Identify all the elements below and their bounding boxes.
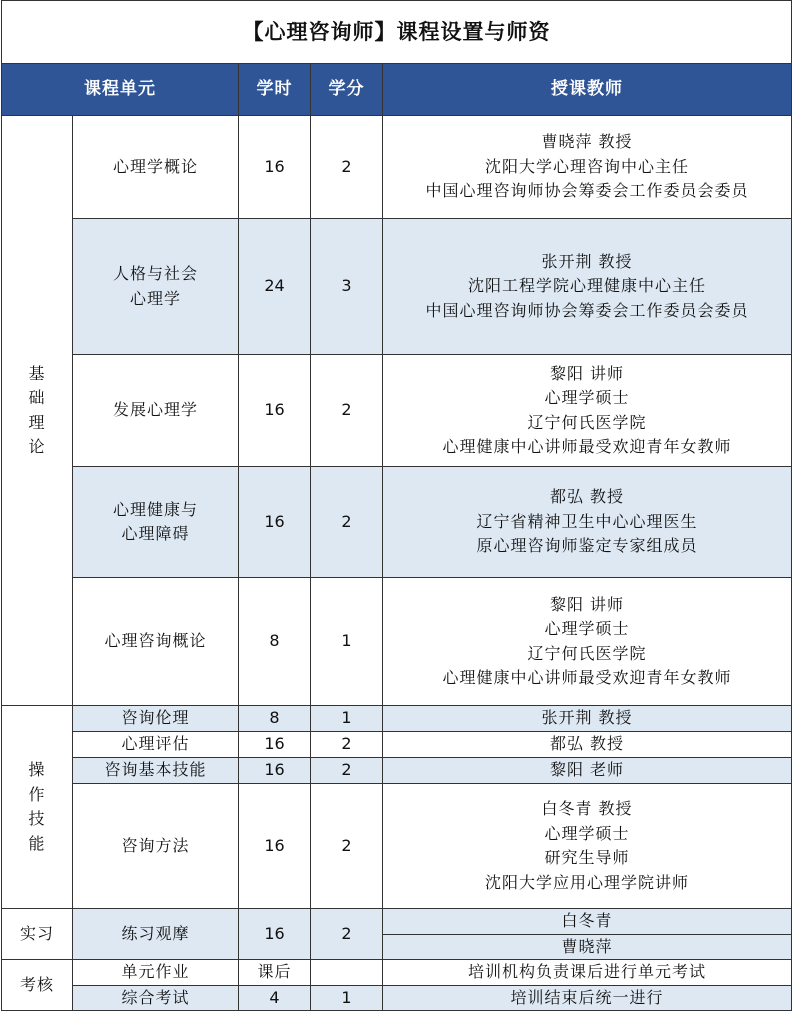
teacher-cell: 白冬青 教授 心理学硕士 研究生导师 沈阳大学应用心理学院讲师 (383, 784, 792, 909)
section-operation-skills: 操 作 技 能 (2, 706, 73, 909)
credits-value: 2 (311, 732, 383, 758)
credits-value: 1 (311, 985, 383, 1011)
teacher-cell: 白冬青 (383, 909, 792, 935)
header-teacher: 授课教师 (383, 64, 792, 116)
credits-value: 3 (311, 219, 383, 355)
teacher-cell: 黎阳 讲师 心理学硕士 辽宁何氏医学院 心理健康中心讲师最受欢迎青年女教师 (383, 355, 792, 467)
course-name: 咨询方法 (73, 784, 239, 909)
teacher-cell: 黎阳 老师 (383, 758, 792, 784)
teacher-cell: 张开荆 教授 (383, 706, 792, 732)
course-name: 心理学概论 (73, 116, 239, 219)
teacher-cell: 都弘 教授 (383, 732, 792, 758)
teacher-cell: 张开荆 教授 沈阳工程学院心理健康中心主任 中国心理咨询师协会筹委会工作委员会委员 (383, 219, 792, 355)
credits-value: 2 (311, 909, 383, 960)
course-name: 心理健康与 心理障碍 (73, 467, 239, 578)
header-unit: 课程单元 (2, 64, 239, 116)
header-credits: 学分 (311, 64, 383, 116)
teacher-cell: 培训结束后统一进行 (383, 985, 792, 1011)
credits-value (311, 960, 383, 986)
credits-value: 2 (311, 467, 383, 578)
section-basic-theory: 基 础 理 论 (2, 116, 73, 706)
course-name: 咨询基本技能 (73, 758, 239, 784)
teacher-cell: 曹晓萍 教授 沈阳大学心理咨询中心主任 中国心理咨询师协会筹委会工作委员会委员 (383, 116, 792, 219)
hours-value: 24 (239, 219, 311, 355)
course-name: 单元作业 (73, 960, 239, 986)
section-exam: 考核 (2, 960, 73, 1011)
teacher-cell: 黎阳 讲师 心理学硕士 辽宁何氏医学院 心理健康中心讲师最受欢迎青年女教师 (383, 578, 792, 706)
credits-value: 2 (311, 355, 383, 467)
hours-value: 课后 (239, 960, 311, 986)
hours-value: 16 (239, 355, 311, 467)
hours-value: 16 (239, 758, 311, 784)
hours-value: 8 (239, 706, 311, 732)
course-name: 综合考试 (73, 985, 239, 1011)
course-name: 人格与社会 心理学 (73, 219, 239, 355)
section-practice: 实习 (2, 909, 73, 960)
course-name: 心理咨询概论 (73, 578, 239, 706)
hours-value: 16 (239, 116, 311, 219)
course-table (1, 0, 792, 1011)
credits-value: 2 (311, 758, 383, 784)
hours-value: 16 (239, 732, 311, 758)
hours-value: 16 (239, 467, 311, 578)
course-name: 咨询伦理 (73, 706, 239, 732)
hours-value: 8 (239, 578, 311, 706)
course-name: 心理评估 (73, 732, 239, 758)
credits-value: 2 (311, 784, 383, 909)
header-hours: 学时 (239, 64, 311, 116)
page-title: 【心理咨询师】课程设置与师资 (2, 1, 792, 64)
teacher-cell: 都弘 教授 辽宁省精神卫生中心心理医生 原心理咨询师鉴定专家组成员 (383, 467, 792, 578)
credits-value: 1 (311, 706, 383, 732)
credits-value: 1 (311, 578, 383, 706)
hours-value: 16 (239, 909, 311, 960)
teacher-cell: 曹晓萍 (383, 934, 792, 960)
credits-value: 2 (311, 116, 383, 219)
hours-value: 16 (239, 784, 311, 909)
hours-value: 4 (239, 985, 311, 1011)
teacher-cell: 培训机构负责课后进行单元考试 (383, 960, 792, 986)
course-name: 发展心理学 (73, 355, 239, 467)
course-name: 练习观摩 (73, 909, 239, 960)
